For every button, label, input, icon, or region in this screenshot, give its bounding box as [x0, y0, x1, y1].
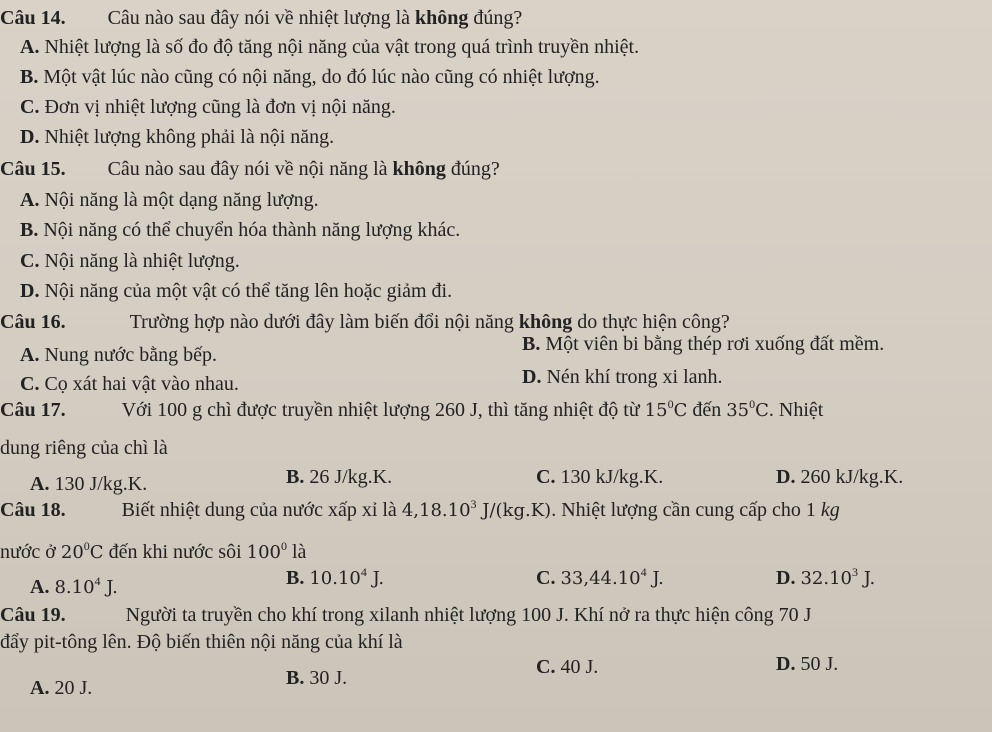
q14-stem-bold: không	[415, 7, 469, 29]
q14-stem-text: Câu nào sau đây nói về nhiệt lượng là	[107, 7, 416, 29]
q16-stem-text: Trường hợp nào dưới đây làm biến đổi nội năng	[129, 311, 519, 333]
q17-option-b: B. 26 J/kg.K.	[286, 466, 393, 488]
q16-option-a: A. Nung nước bằng bếp.	[20, 344, 217, 366]
q15-stem	[0, 157, 500, 181]
q14-option-b: B. Một vật lúc nào cũng có nội năng, do đó lúc nào cũng có nhiệt lượng.	[20, 66, 600, 88]
q14-option-d: D. Nhiệt lượng không phải là nội năng.	[20, 126, 335, 148]
q14-stem-end: đúng?	[468, 7, 523, 29]
q18-stem-line2: nước ở $20^0C$ đến khi nước sôi $100^0$ là	[0, 539, 307, 563]
q19-option-d: D. 50 J.	[776, 653, 839, 675]
q16-option-b: B. Một viên bi bằng thép rơi xuống đất mềm.	[522, 333, 885, 355]
q15-stem-text: Câu nào sau đây nói về nội năng là	[107, 158, 393, 180]
q15-stem-bold: không	[392, 158, 446, 180]
q18-option-d: D. 32.10$^3$ J.	[776, 565, 876, 589]
q16-stem-bold: không	[518, 311, 573, 333]
q15-stem-end: đúng?	[445, 158, 500, 180]
q16-stem	[0, 310, 730, 334]
q19-stem-line2: đẩy pit-tông lên. Độ biến thiên nội năng của khí là	[0, 631, 403, 653]
q15-option-c: C. Nội năng là nhiệt lượng.	[20, 250, 240, 272]
q18-option-c: C. 33,44.10$^4$ J.	[536, 565, 664, 589]
q19-option-a: A. 20 J.	[30, 677, 93, 699]
q16-option-c: C. Cọ xát hai vật vào nhau.	[20, 373, 239, 395]
q17-option-a: A. 130 J/kg.K.	[30, 473, 148, 495]
q18-option-b: B. 10.10$^4$ J.	[286, 565, 385, 589]
q17-number: Câu 17.	[0, 399, 66, 421]
q18-stem: Câu 18. Biết nhiệt dung của nước xấp xỉ là 4,18.10$^3$ J/(kg.K). Nhiệt lượng cần cung cấp cho 1 kg	[0, 497, 840, 521]
q14-number: Câu 14.	[0, 7, 66, 29]
q18-number: Câu 18.	[0, 499, 66, 521]
q19-option-b: B. 30 J.	[286, 667, 348, 689]
q17-option-d: D. 260 kJ/kg.K.	[776, 466, 904, 488]
q17-stem-line2: dung riêng của chì là	[0, 437, 168, 459]
q17-stem: Câu 17. Với 100 g chì được truyền nhiệt lượng 260 J, thì tăng nhiệt độ từ $15^0C$ đến $35^0C$. Nhiệt	[0, 397, 824, 421]
q19-option-c: C. 40 J.	[536, 656, 599, 678]
q15-option-a: A. Nội năng là một dạng năng lượng.	[20, 189, 319, 211]
q19-stem: Câu 19. Người ta truyền cho khí trong xilanh nhiệt lượng 100 J. Khí nở ra thực hiện công 70 J	[0, 604, 812, 626]
q14-option-c: C. Đơn vị nhiệt lượng cũng là đơn vị nội năng.	[20, 96, 396, 118]
q17-option-c: C. 130 kJ/kg.K.	[536, 466, 664, 488]
q15-option-d: D. Nội năng của một vật có thể tăng lên hoặc giảm đi.	[20, 280, 453, 302]
q15-number: Câu 15.	[0, 158, 66, 180]
q16-option-d: D. Nén khí trong xi lanh.	[522, 366, 723, 388]
q14-option-a: A. Nhiệt lượng là số đo độ tăng nội năng của vật trong quá trình truyền nhiệt.	[20, 36, 640, 58]
q16-stem-end: do thực hiện công?	[572, 311, 730, 333]
q18-option-a: A. 8.10$^4$ J.	[30, 574, 118, 598]
q15-option-b: B. Nội năng có thể chuyển hóa thành năng lượng khác.	[20, 219, 461, 241]
q19-number: Câu 19.	[0, 604, 66, 626]
q14-stem	[0, 6, 522, 30]
q16-number: Câu 16.	[0, 311, 66, 333]
